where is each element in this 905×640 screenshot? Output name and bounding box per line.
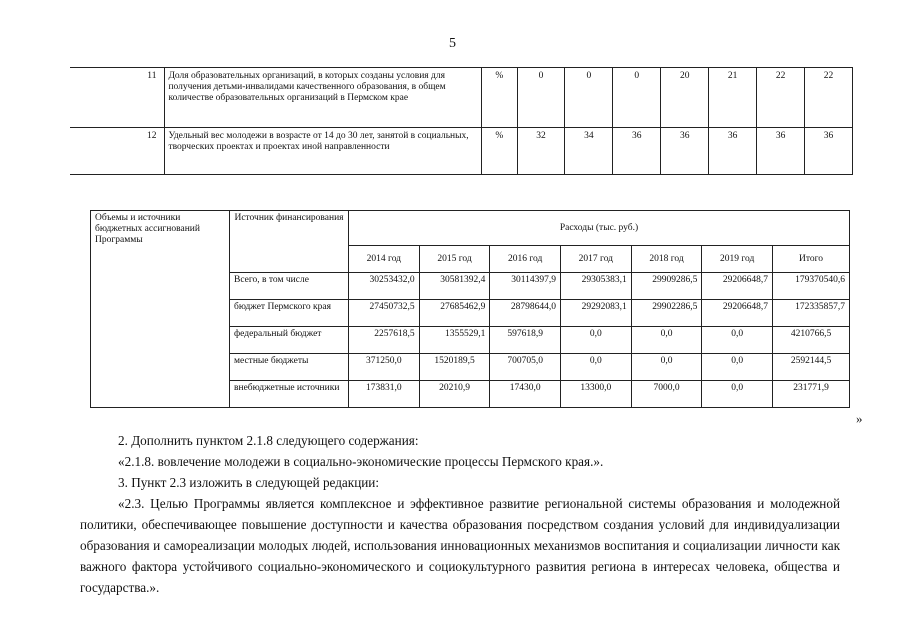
indicator-description: Удельный вес молодежи в возрасте от 14 до 30 лет, занятой в социальных, творческих проектах и проектах иной направленности bbox=[165, 128, 482, 175]
amount-cell: 29206648,7 bbox=[702, 273, 773, 300]
amount-cell: 29902286,5 bbox=[631, 300, 702, 327]
amount-cell: 172335857,7 bbox=[773, 300, 850, 327]
amount-cell: 13300,0 bbox=[561, 381, 632, 408]
year-header: 2014 год bbox=[349, 246, 420, 273]
amount-cell: 0,0 bbox=[702, 327, 773, 354]
amount-cell: 1355529,1 bbox=[419, 327, 490, 354]
amount-cell: 0,0 bbox=[702, 381, 773, 408]
amount-cell: 231771,9 bbox=[773, 381, 850, 408]
amount-cell: 7000,0 bbox=[631, 381, 702, 408]
expenses-header: Расходы (тыс. руб.) bbox=[349, 211, 850, 246]
indicator-unit: % bbox=[482, 68, 517, 128]
amount-cell: 28798644,0 bbox=[490, 300, 561, 327]
amount-cell: 30253432,0 bbox=[349, 273, 420, 300]
amount-cell: 0,0 bbox=[631, 327, 702, 354]
paragraph: «2.3. Целью Программы является комплексное и эффективное развитие региональной системы образования и молодежной политики, обеспечивающее повышение доступности и качества образования посредством создания условий для индивидуализации образования и самореализации молодых людей, использования инновационных механизмов воспитания и социализации личности как важного фактора устойчивого социально-экономического и социокультурного развития региона в интересах человека, общества и государства.». bbox=[80, 496, 840, 595]
indicator-value: 22 bbox=[757, 68, 805, 128]
source-name: внебюджетные источники bbox=[230, 381, 349, 408]
indicator-value: 36 bbox=[661, 128, 709, 175]
year-header: 2019 год bbox=[702, 246, 773, 273]
source-name: бюджет Пермского края bbox=[230, 300, 349, 327]
amount-cell: 2257618,5 bbox=[349, 327, 420, 354]
amount-cell: 173831,0 bbox=[349, 381, 420, 408]
amount-cell: 179370540,6 bbox=[773, 273, 850, 300]
row-number: 12 bbox=[70, 128, 165, 175]
year-header: 2018 год bbox=[631, 246, 702, 273]
amount-cell: 29909286,5 bbox=[631, 273, 702, 300]
amount-cell: 27450732,5 bbox=[349, 300, 420, 327]
page-number: 5 bbox=[449, 36, 456, 51]
source-name: Всего, в том числе bbox=[230, 273, 349, 300]
closing-quote: » bbox=[856, 411, 863, 426]
finance-label: Объемы и источники бюджетных ассигнований Программы bbox=[91, 211, 230, 408]
paragraph: 2. Дополнить пунктом 2.1.8 следующего содержания: bbox=[118, 433, 419, 448]
amount-cell: 0,0 bbox=[702, 354, 773, 381]
amount-cell: 29305383,1 bbox=[561, 273, 632, 300]
indicator-value: 36 bbox=[757, 128, 805, 175]
paragraph: 3. Пункт 2.3 изложить в следующей редакции: bbox=[118, 475, 380, 490]
source-header: Источник финансирования bbox=[230, 211, 349, 273]
indicator-value: 21 bbox=[709, 68, 757, 128]
indicator-value: 22 bbox=[805, 68, 853, 128]
indicator-value: 0 bbox=[613, 68, 661, 128]
amount-cell: 29292083,1 bbox=[561, 300, 632, 327]
amount-cell: 597618,9 bbox=[490, 327, 561, 354]
amount-cell: 0,0 bbox=[561, 354, 632, 381]
amount-cell: 30581392,4 bbox=[419, 273, 490, 300]
indicator-value: 36 bbox=[613, 128, 661, 175]
source-name: местные бюджеты bbox=[230, 354, 349, 381]
year-header: 2016 год bbox=[490, 246, 561, 273]
amount-cell: 17430,0 bbox=[490, 381, 561, 408]
indicator-value: 20 bbox=[661, 68, 709, 128]
source-name: федеральный бюджет bbox=[230, 327, 349, 354]
table-row bbox=[70, 68, 853, 128]
indicator-description: Доля образовательных организаций, в которых созданы условия для получения детьми-инвалидами качественного образования, в общем количестве образовательных организаций в Пермском крае bbox=[165, 68, 482, 128]
amount-cell: 0,0 bbox=[631, 354, 702, 381]
amount-cell: 2592144,5 bbox=[773, 354, 850, 381]
table-row bbox=[70, 128, 853, 175]
indicator-value: 36 bbox=[709, 128, 757, 175]
amount-cell: 29206648,7 bbox=[702, 300, 773, 327]
year-header: 2017 год bbox=[561, 246, 632, 273]
amount-cell: 371250,0 bbox=[349, 354, 420, 381]
amount-cell: 700705,0 bbox=[490, 354, 561, 381]
indicator-value: 32 bbox=[517, 128, 565, 175]
indicator-unit: % bbox=[482, 128, 517, 175]
indicator-value: 0 bbox=[565, 68, 613, 128]
amount-cell: 1520189,5 bbox=[419, 354, 490, 381]
indicator-value: 36 bbox=[805, 128, 853, 175]
total-header: Итого bbox=[773, 246, 850, 273]
row-number: 11 bbox=[70, 68, 165, 128]
amount-cell: 0,0 bbox=[561, 327, 632, 354]
amount-cell: 30114397,9 bbox=[490, 273, 561, 300]
amount-cell: 20210,9 bbox=[419, 381, 490, 408]
year-header: 2015 год bbox=[419, 246, 490, 273]
indicator-value: 0 bbox=[517, 68, 565, 128]
indicator-value: 34 bbox=[565, 128, 613, 175]
body-text bbox=[80, 430, 840, 598]
indicators-table bbox=[70, 67, 853, 175]
amount-cell: 27685462,9 bbox=[419, 300, 490, 327]
amount-cell: 4210766,5 bbox=[773, 327, 850, 354]
paragraph: «2.1.8. вовлечение молодежи в социально-экономические процессы Пермского края.». bbox=[118, 454, 604, 469]
finance-table bbox=[90, 210, 850, 408]
